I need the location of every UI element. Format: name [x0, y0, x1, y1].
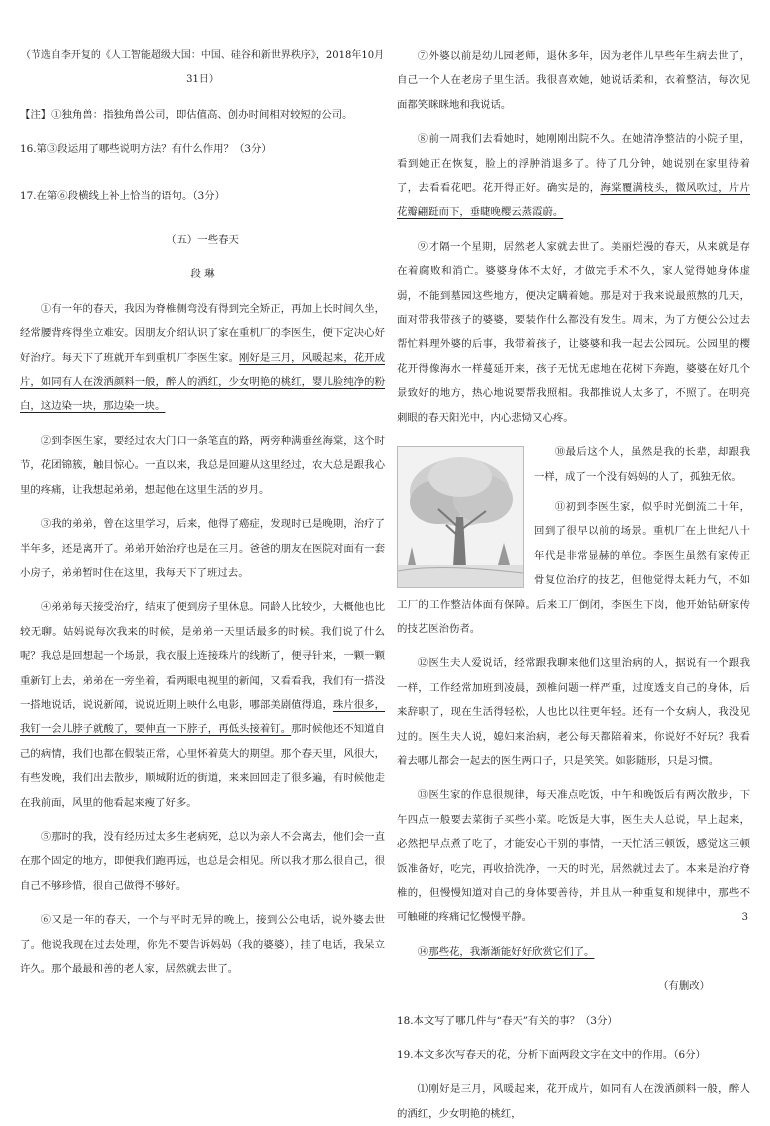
- paragraph-14: ⑭那些花，我渐渐能好好欣赏它们了。: [417, 945, 595, 958]
- paragraph-13: ⑬医生家的作息很规律，每天准点吃饭，中午和晚饭后有两次散步，下午四点一般要去菜街子买些小菜。吃饭是大事，医生夫人总说，早上起来，必然把早点煮了吃了，才能安心干别的事情，一天忙活三顿饭，感觉这三顿饭准备好，吃完，再收拾洗净，一天的时光，居然就过去了。本来是治疗脊椎的，但慢慢知道对自己的身体要善待，并且从一种重复和规律中，那些不可触碰的疼痛记忆慢慢平静。: [397, 789, 750, 924]
- paragraph-7: ⑦外婆以前是幼儿园老师，退休多年，因为老伴儿早些年生病去世了，自己一个人在老房子里生活。我很喜欢她，她说话柔和，衣着整洁，每次见面都笑眯眯地和我说话。: [397, 50, 750, 111]
- tree-sketch-icon: [398, 447, 523, 587]
- paragraph-12: ⑫医生夫人爱说话，经常跟我聊来他们这里治病的人，据说有一个跟我一样，工作经常加班到凌晨，颈椎问题一样严重，过度透支自己的身体，后来辞职了，现在生活得轻松，人也比以往更年轻。还有一个女病人，我没见过的。医生夫人说，媳妇来治病，老公每天都陪着来，你说好不好玩？我看着去哪儿都会一起去的医生两口子，只是笑笑。如影随形，只是习惯。: [397, 657, 750, 767]
- underlined-sentence-4: 珠片很多，我钉一会儿脖子就酸了，要伸直一下脖子，再低头接着钉。: [20, 698, 385, 736]
- footnote: 【注】①独角兽：指独角兽公司，即估值高、创办时间相对较短的公司。: [20, 108, 353, 121]
- paragraph-2: ②到李医生家，要经过农大门口一条笔直的路，两旁种满垂丝海棠，这个时节，花团锦簇，触目惊心。一直以来，我总是回避从这里经过，农大总是跟我心里的疼痛，让我想起弟弟，想起他在这里生活的岁月。: [20, 434, 385, 496]
- underlined-sentence-8: 海棠覆满枝头，微风吹过，片片花瓣翩跹而下，垂睫晚樱云蒸霞蔚。: [397, 182, 751, 219]
- paragraph-3: ③我的弟弟，曾在这里学习，后来，他得了癌症，发现时已是晚期，治疗了半年多，还是离开了。弟弟开始治疗也是在三月。爸爸的朋友在医院对面有一套小房子，弟弟暂时住在这里，我每天下了班过去。: [20, 518, 385, 579]
- paragraph-6: ⑥又是一年的春天，一个与平时无异的晚上，接到公公电话，说外婆去世了。他说我现在过去处理，你先不要告诉妈妈（我的婆婆），挂了电话，我呆立许久。那个最最和善的老人家，居然就去世了。: [20, 914, 385, 975]
- underlined-sentence-14: 那些花，我渐渐能好好欣赏它们了。: [428, 945, 595, 958]
- illustrated-block: [397, 440, 750, 641]
- question-17: 17.在第⑥段横线上补上恰当的语句。（3分）: [20, 189, 225, 202]
- author-name: 段 琳: [190, 268, 215, 281]
- section-title: （五）一些春天: [166, 234, 239, 247]
- paragraph-10: ⑩最后这个人，虽然是我的长辈，却跟我一样，成了一个没有妈妈的人了，孤独无依。: [534, 446, 750, 483]
- question-18: 18.本文写了哪几件与“春天”有关的事？（3分）: [397, 1014, 618, 1027]
- adapted-note: （有删改）: [658, 980, 710, 993]
- right-column: [397, 44, 750, 1126]
- paragraph-4: ④弟弟每天接受治疗，结束了便到房子里休息。同龄人比较少，大概他也比较无聊。姑妈说每次我来的时候，是弟弟一天里话最多的时候。我们说了什么呢？我总是回想起一个场景，我衣服上连接珠片的线断了，便寻针来，一颗一颗重新钉上去，弟弟在一旁坐着，看两眼电视里的新闻，又看看我，我们有一搭没一搭地说话，说说新闻，说说近期上映什么电影，哪部美剧值得追，珠片很多，我钉一会儿脖子就酸了，要伸直一下脖子，再低头接着钉。那时候他还不知道自己的病情，我们也都在假装正常，心里怀着莫大的期望。那个春天里，风很大，有些发晚，我们出去散步，顺城附近的街道，来来回回走了很多遍，有时候他走在我前面，风里的他看起来瘦了好多。: [20, 601, 385, 809]
- paragraph-5: ⑤那时的我，没有经历过太多生老病死，总以为亲人不会离去，他们会一直在那个固定的地方，即便我们跑再远，也总是会相见。所以我才那么很自己，很自己不够珍惜，很自己做得不够好。: [20, 830, 385, 892]
- left-column: [20, 44, 385, 981]
- paragraph-1: ①有一年的春天，我因为脊椎侧弯没有得到完全矫正，再加上长时间久坐，经常腰背疼得坐立难安。因朋友介绍认识了家在重机厂的李医生，便下定决心好好治疗。每天下了班就开车到重机厂李医生家。刚好是三月，风暖起来，花开成片，如同有人在泼洒颜料一般，醉人的洒红，少女明艳的桃红，婴儿脸纯净的粉白，这边染一块，那边染一块。: [20, 302, 386, 413]
- paragraph-9: ⑨才隔一个星期，居然老人家就去世了。美丽烂漫的春天，从来就是存在着腐败和消亡。婆婆身体不太好，才做完手术不久，家人觉得她身体虚弱，不能到墓园这些地方，便决定瞒着她。那是对于我来说最煎熬的几天，面对带我带孩子的婆婆，要装作什么都没有发生。周末，为了方便公公过去帮忙料理外婆的后事，我带着孩子，让婆婆和我一起去公园玩。公园里的樱花开得像海水一样蔓延开来，孩子无忧无虑地在花树下奔跑，婆婆在好几个景致好的地方，热心地说要帮我照相。我都推说人太多了，不照了。在明亮刺眼的春天阳光中，内心悲恸又心疼。: [397, 240, 750, 424]
- paragraph-8: ⑧前一周我们去看她时，她刚刚出院不久。在她清净整洁的小院子里，看到她正在恢复，脸上的浮肿消退多了。待了几分钟，她说别在家里待着了，去看看花吧。花开得正好。确实是的，海棠覆满枝头，微风吹过，片片花瓣翩跹而下，垂睫晚樱云蒸霞蔚。: [397, 133, 751, 219]
- question-19-item-1: ⑴刚好是三月，风暖起来，花开成片，如同有人在泼洒颜料一般，醉人的洒红，少女明艳的桃红，: [397, 1083, 750, 1120]
- tree-illustration: [397, 446, 524, 588]
- page-number: 3: [741, 912, 748, 923]
- question-19: 19.本文多次写春天的花，分析下面两段文字在文中的作用。（6分）: [397, 1049, 706, 1062]
- underlined-sentence-1: 刚好是三月，风暖起来，花开成片，如同有人在泼洒颜料一般，醉人的洒红，少女明艳的桃红，婴儿脸纯净的粉白，这边染一块，那边染一块。: [20, 351, 386, 413]
- source-citation: （节选自李开复的《人工智能超级大国：中国、硅谷和新世界秩序》，2018年10月31日）: [20, 50, 385, 86]
- question-16: 16.第③段运用了哪些说明方法？有什么作用？（3分）: [20, 143, 272, 156]
- paragraph-11: ⑪初到李医生家，似乎时光倒流二十年，回到了很早以前的场景。重机厂在上世纪八十年代是非常显赫的单位。李医生虽然有家传正骨复位治疗的技艺，但他觉得太耗力气，不如工厂的工作整洁体面有保障。后来工厂倒闭，李医生下岗，他开始钻研家传的技艺医治伤者。: [397, 500, 750, 635]
